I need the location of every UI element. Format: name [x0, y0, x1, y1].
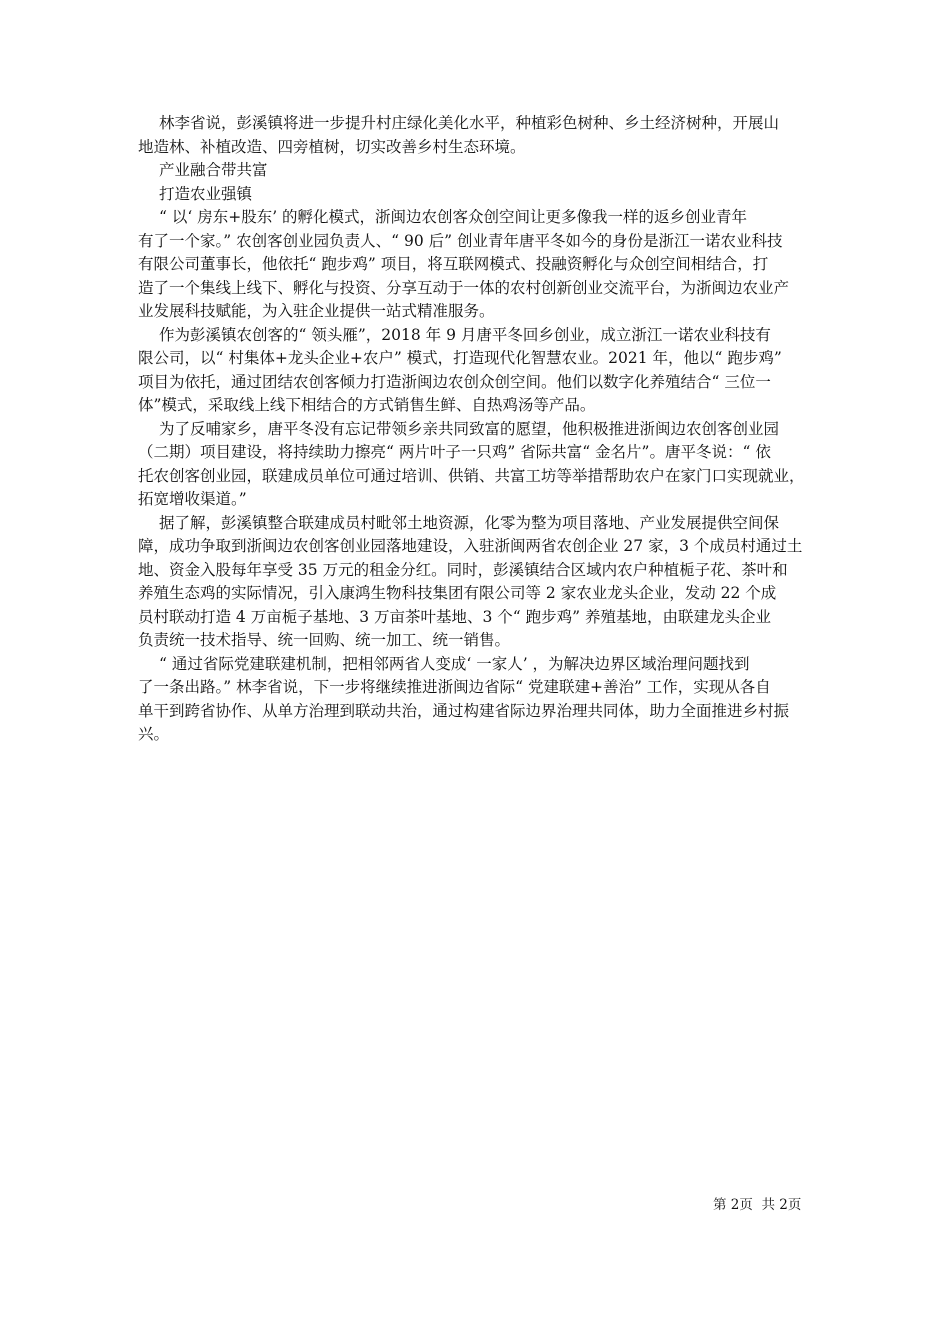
paragraph	[138, 183, 838, 207]
text-line: 有限公司董事长，他依托“ 跑步鸡” 项目，将互联网模式、投融资孵化与众创空间相结合，打	[138, 255, 769, 273]
text-line: 了一条出路。” 林李省说，下一步将继续推进浙闽边省际“ 党建联建+善治” 工作，实现从各自	[138, 678, 771, 696]
text-line: 产业融合带共富	[159, 161, 268, 179]
text-line: 兴。	[138, 725, 170, 743]
text-line: 养殖生态鸡的实际情况，引入康鸿生物科技集团有限公司等 2 家农业龙头企业，发动 22 个成	[138, 584, 777, 602]
paragraph	[138, 112, 838, 159]
paragraph	[138, 159, 838, 183]
paragraph	[138, 206, 838, 324]
text-line: 林李省说，彭溪镇将进一步提升村庄绿化美化水平，种植彩色树种、乡土经济树种，开展山	[159, 114, 780, 132]
text-line: “ 以‘ 房东+股东’ 的孵化模式，浙闽边农创客众创空间让更多像我一样的返乡创业青年	[159, 208, 748, 226]
text-line: 造了一个集线上线下、孵化与投资、分享互动于一体的农村创新创业交流平台，为浙闽边农业产	[138, 278, 790, 297]
text-line: 拓宽增收渠道。”	[138, 490, 247, 508]
paragraph	[138, 512, 838, 653]
article-body	[138, 112, 838, 747]
text-line: 地、资金入股每年享受 35 万元的租金分红。同时，彭溪镇结合区域内农户种植栀子花、茶叶和	[138, 560, 788, 579]
paragraph	[138, 653, 838, 747]
text-line: 有了一个家。” 农创客创业园负责人、“ 90 后” 创业青年唐平冬如今的身份是浙江一诺农业科技	[138, 231, 783, 250]
page-footer: 第 2页 共 2页	[713, 1197, 802, 1213]
text-line: 负责统一技术指导、统一回购、统一加工、统一销售。	[138, 631, 511, 649]
text-line: 地造林、补植改造、四旁植树，切实改善乡村生态环境。	[138, 137, 526, 156]
text-line: 作为彭溪镇农创客的“ 领头雁”，2018 年 9 月唐平冬回乡创业，成立浙江一诺农业科技有	[159, 325, 771, 344]
text-line: 限公司，以“ 村集体+龙头企业+农户” 模式，打造现代化智慧农业。2021 年，他以“ 跑步鸡”	[138, 349, 782, 367]
text-line: 据了解，彭溪镇整合联建成员村毗邻土地资源，化零为整为项目落地、产业发展提供空间保	[159, 513, 780, 532]
text-line: 为了反哺家乡，唐平冬没有忘记带领乡亲共同致富的愿望，他积极推进浙闽边农创客创业园	[159, 419, 780, 438]
text-line: （二期）项目建设，将持续助力擦亮“ 两片叶子一只鸡” 省际共富“ 金名片”。唐平冬说：“ 依	[138, 443, 771, 461]
text-line: 障，成功争取到浙闽边农创客创业园落地建设，入驻浙闽两省农创企业 27 家，3 个成员村通过土	[138, 537, 803, 555]
text-line: 单干到跨省协作、从单方治理到联动共治，通过构建省际边界治理共同体，助力全面推进乡村振	[138, 701, 790, 720]
text-line: 托农创客创业园，联建成员单位可通过培训、供销、共富工坊等举措帮助农户在家门口实现就业，	[138, 466, 805, 485]
paragraph	[138, 418, 838, 512]
paragraph	[138, 324, 838, 418]
text-line: 体”模式，采取线上线下相结合的方式销售生鲜、自热鸡汤等产品。	[138, 396, 596, 414]
text-line: “ 通过省际党建联建机制，把相邻两省人变成‘ 一家人’ ，为解决边界区域治理问题找到	[159, 654, 750, 673]
text-line: 业发展科技赋能，为入驻企业提供一站式精准服务。	[138, 302, 495, 320]
text-line: 项目为依托，通过团结农创客倾力打造浙闽边农创众创空间。他们以数字化养殖结合“ 三位一	[138, 372, 771, 391]
text-line: 员村联动打造 4 万亩栀子基地、3 万亩茶叶基地、3 个“ 跑步鸡” 养殖基地，由联建龙头企业	[138, 607, 771, 626]
text-line: 打造农业强镇	[159, 184, 253, 203]
